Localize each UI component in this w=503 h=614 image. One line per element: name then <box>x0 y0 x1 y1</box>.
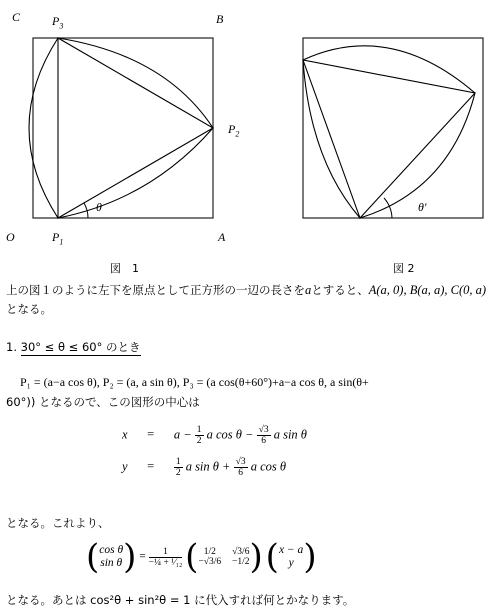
intro-line-2: となる。 <box>6 302 52 316</box>
label-b: B <box>216 12 224 26</box>
section-heading: 1. 30° ≤ θ ≤ 60° のとき <box>6 340 141 354</box>
final-text: となる。あとは cos²θ + sin²θ = 1 に代入すれば何とかなります。 <box>6 593 355 607</box>
figure-2 <box>303 38 483 218</box>
square-1 <box>33 38 213 218</box>
figure-1 <box>29 38 213 218</box>
figure-1-caption: 図 1 <box>110 262 139 275</box>
figures <box>0 0 503 270</box>
intro-line-1: 上の図１のように左下を原点として正方形の一辺の長さをaとすると、A(a, 0), B(a, a), C(0, a) <box>6 283 487 297</box>
figure-2-caption: 図 2 <box>393 262 415 275</box>
triangle-2 <box>303 60 475 218</box>
label-p3: $P_3$ <box>52 14 64 31</box>
label-c: C <box>12 10 21 24</box>
label-p1: $P_1$ <box>52 230 64 247</box>
center-x-eq: x = a − $\frac{1}{2}$ a cos θ − $\frac{√3}{6}$ a sin θ <box>122 425 307 446</box>
matrix-equation: ( cos θ sin θ ) = $\frac{1}{\text{−¼ + ¹⁄₁₂}}$ ( 1/2 −√3/6 √3/6 −1/2 ) ( x − a y ) <box>86 537 317 577</box>
label-theta-prime: θ′ <box>418 200 427 214</box>
center-y-eq: y = $\frac{1}{2}$ a sin θ + $\frac{√3}{6}$ a cos θ <box>122 457 287 478</box>
points-line-2: 60°)) となるので、この図形の中心は <box>6 395 200 409</box>
after-text: となる。これより、 <box>6 516 110 530</box>
label-a: A <box>218 230 226 244</box>
label-p2: $P_2$ <box>228 122 240 139</box>
arc-top-2 <box>303 46 475 93</box>
label-theta: θ <box>96 200 102 214</box>
points-line-1: P₁ = (a−a cos θ), P₂ = (a, a sin θ), P₃ = (a cos(θ+60°)+a−a cos θ, a sin(θ+ <box>20 375 369 389</box>
label-o: O <box>6 230 15 244</box>
